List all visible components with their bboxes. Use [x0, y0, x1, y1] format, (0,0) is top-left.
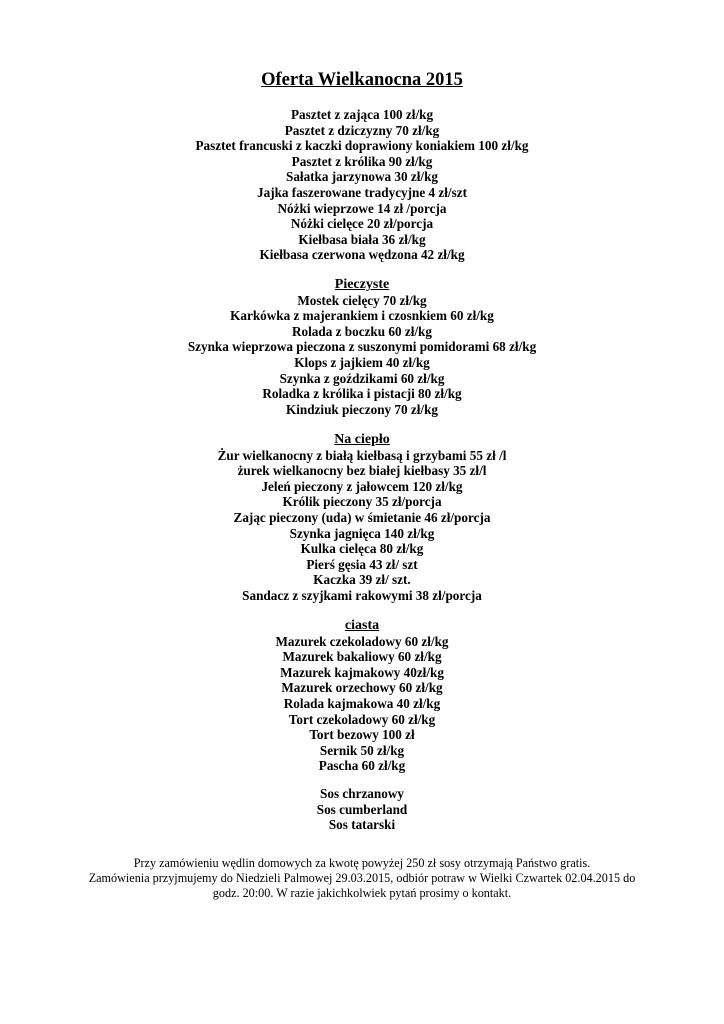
section-heading-na-cieplo: Na ciepło [334, 432, 390, 447]
footer-line: Przy zamówieniu wędlin domowych za kwotę powyżej 250 zł sosy otrzymają Państwo gratis. [133, 856, 591, 870]
list-item: Sernik 50 zł/kg [319, 742, 405, 758]
list-item: Karkówka z majerankiem i czosnkiem 60 zł/kg [230, 308, 494, 324]
list-item: Kiełbasa biała 36 zł/kg [298, 231, 426, 247]
list-item: Szynka z goździkami 60 zł/kg [279, 370, 445, 386]
section-ciasta-list [0, 618, 724, 774]
list-item: Kaczka 39 zł/ szt. [313, 572, 411, 588]
list-item: Jeleń pieczony z jałowcem 120 zł/kg [261, 478, 463, 494]
list-item: Sos chrzanowy [320, 786, 404, 801]
list-item: Mazurek bakaliowy 60 zł/kg [282, 649, 442, 665]
footer-line: Zamówienia przyjmujemy do Niedzieli Palmowej 29.03.2015, odbiór potraw w Wielki Czwartek 02.04.2015 do godz. 20:00. W razie jakichkolwiek pytań prosimy o kontakt. [88, 871, 636, 901]
section-pieczyste-list [0, 277, 724, 417]
list-item: Kiełbasa czerwona wędzona 42 zł/kg [259, 247, 465, 263]
list-item: Pierś gęsia 43 zł/ szt [306, 556, 418, 572]
list-item: Mazurek orzechowy 60 zł/kg [281, 680, 443, 696]
list-item: Kulka cielęca 80 zł/kg [300, 541, 424, 557]
list-item: Nóżki cielęce 20 zł/porcja [290, 216, 434, 232]
list-item: Pasztet francuski z kaczki doprawiony koniakiem 100 zł/kg [195, 138, 529, 154]
list-item: Sos cumberland [316, 801, 408, 817]
list-item: Sos tatarski [328, 817, 396, 833]
list-item: Pasztet z zająca 100 zł/kg [290, 107, 434, 122]
section-main-list [0, 107, 724, 263]
list-item: Kindziuk pieczony 70 zł/kg [285, 401, 439, 417]
list-item: Mazurek czekoladowy 60 zł/kg [275, 633, 449, 649]
list-item: Rolada kajmakowa 40 zł/kg [283, 695, 441, 711]
section-na-cieplo-list [0, 432, 724, 604]
list-item: Tort czekoladowy 60 zł/kg [288, 711, 436, 727]
list-item: Roladka z królika i pistacji 80 zł/kg [262, 386, 462, 402]
list-item: Królik pieczony 35 zł/porcja [282, 494, 442, 510]
list-item: Pascha 60 zł/kg [318, 758, 406, 774]
list-item: Rolada z boczku 60 zł/kg [292, 323, 432, 339]
list-item: Nóżki wieprzowe 14 zł /porcja [277, 200, 447, 216]
list-item: Żur wielkanocny z białą kiełbasą i grzybami 55 zł /l [217, 447, 507, 463]
section-sosy-list [0, 786, 724, 833]
list-item: żurek wielkanocny bez białej kiełbasy 35 zł/l [237, 463, 487, 479]
list-item: Pasztet z królika 90 zł/kg [291, 153, 433, 169]
document-title: Oferta Wielkanocna 2015 [261, 70, 463, 90]
list-item: Mazurek kajmakowy 40zł/kg [280, 664, 444, 680]
list-item: Zając pieczony (uda) w śmietanie 46 zł/porcja [233, 509, 491, 525]
list-item: Jajka faszerowane tradycyjne 4 zł/szt [257, 184, 467, 200]
section-heading-ciasta: ciasta [344, 618, 380, 633]
list-item: Pasztet z dziczyzny 70 zł/kg [284, 122, 440, 138]
list-item: Klops z jajkiem 40 zł/kg [294, 354, 430, 370]
list-item: Sandacz z szyjkami rakowymi 38 zł/porcja [242, 587, 482, 603]
footer-note [80, 856, 644, 902]
list-item: Sałatka jarzynowa 30 zł/kg [285, 169, 439, 185]
list-item: Mostek cielęcy 70 zł/kg [297, 292, 427, 308]
list-item: Tort bezowy 100 zł [309, 727, 415, 743]
section-heading-pieczyste: Pieczyste [334, 277, 390, 292]
list-item: Szynka wieprzowa pieczona z suszonymi pomidorami 68 zł/kg [187, 339, 537, 355]
list-item: Szynka jagnięca 140 zł/kg [289, 525, 435, 541]
